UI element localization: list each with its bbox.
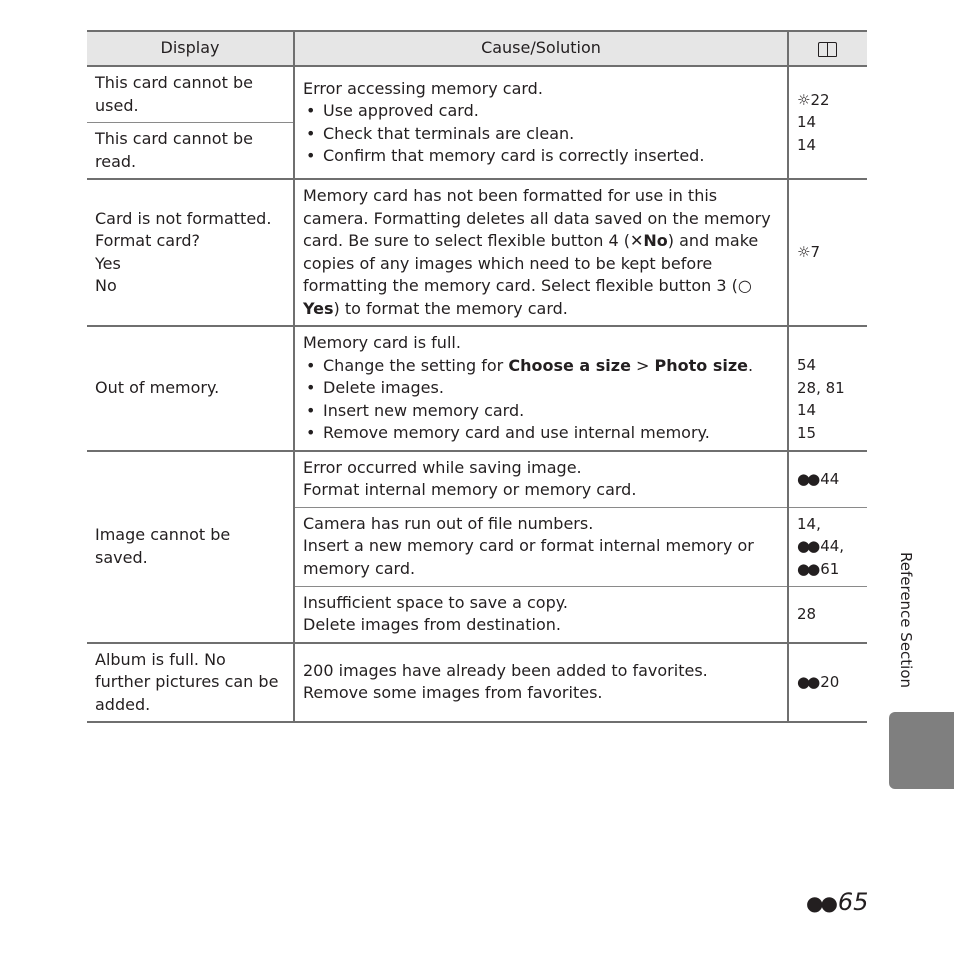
cause-cell xyxy=(294,451,788,508)
list-item xyxy=(323,355,779,378)
reference-cell xyxy=(788,643,867,723)
display-cell xyxy=(87,179,294,326)
cause-text: ) and make copies of any images which need to be kept before formatting the memory card. Select flexible button 3 ( xyxy=(303,231,759,295)
page-ref: 44, xyxy=(820,537,845,556)
cause-cell xyxy=(294,586,788,643)
menu-name: Photo size xyxy=(654,355,749,375)
table-header-row xyxy=(87,31,867,66)
menu-name: Choose a size xyxy=(508,355,631,375)
section-tab xyxy=(889,712,954,789)
reference-e-icon: ●● xyxy=(806,891,835,915)
bold-label: Yes xyxy=(303,298,334,318)
list-item: • Check that terminals are clean. xyxy=(323,123,779,146)
book-icon xyxy=(818,42,838,56)
cause-text: Insufficient space to save a copy. xyxy=(303,592,569,612)
cause-text: Insert a new memory card or format internal memory or memory card. xyxy=(303,536,754,578)
display-line: No xyxy=(95,276,117,295)
bullet-list xyxy=(303,100,779,168)
table-row xyxy=(87,643,867,723)
table-row xyxy=(87,66,867,123)
page-ref: 54 xyxy=(797,356,817,375)
cause-cell xyxy=(294,643,788,723)
display-cell: Out of memory. xyxy=(87,326,294,451)
page-ref: 44 xyxy=(820,469,840,488)
cause-cell xyxy=(294,507,788,586)
table-row xyxy=(87,326,867,451)
page-number-value: 65 xyxy=(837,888,869,916)
cause-text: Format internal memory or memory card. xyxy=(303,480,637,499)
page-ref: 14 xyxy=(797,113,817,132)
page-number xyxy=(806,888,868,916)
display-cell: This card cannot be read. xyxy=(87,123,294,180)
page-ref: 7 xyxy=(810,243,820,262)
header-cause-solution: Cause/Solution xyxy=(294,31,788,66)
bullet-text: > xyxy=(630,355,655,375)
reference-e-icon: ●● xyxy=(797,537,818,556)
page-ref: 15 xyxy=(797,423,817,442)
reference-cell xyxy=(788,179,867,326)
page-ref: 14 xyxy=(797,135,817,154)
cause-text: Error occurred while saving image. xyxy=(303,457,582,477)
tool-icon: ☼ xyxy=(797,90,811,109)
page-ref: 28, 81 xyxy=(797,378,845,397)
bullet-list xyxy=(303,355,779,445)
bullet-text: . xyxy=(748,355,754,375)
cause-text: Memory card has not been formatted for use in this camera. Formatting deletes all data saved on the memory card. Be sure to select flexible button 4 ( xyxy=(303,186,771,250)
reference-cell xyxy=(788,66,867,179)
list-item: • Insert new memory card. xyxy=(323,400,779,423)
table-row xyxy=(87,451,867,508)
section-side-label: Reference Section xyxy=(897,552,915,689)
cause-text: 200 images have already been added to favorites. xyxy=(303,660,708,680)
page-ref: 22 xyxy=(810,90,830,109)
list-item: • Use approved card. xyxy=(323,100,779,123)
x-icon: ✕ xyxy=(630,231,644,250)
cause-text: Error accessing memory card. xyxy=(303,78,543,98)
cause-cell xyxy=(294,179,788,326)
page-ref: 20 xyxy=(820,673,840,691)
cause-text: Camera has run out of file numbers. xyxy=(303,513,594,533)
reference-cell: 28 xyxy=(788,586,867,643)
cause-cell xyxy=(294,66,788,179)
reference-e-icon: ●● xyxy=(797,469,818,488)
reference-cell xyxy=(788,451,867,508)
header-reference xyxy=(788,31,867,66)
page-ref: 61 xyxy=(820,559,840,578)
cause-text: Remove some images from favorites. xyxy=(303,683,603,703)
table-row xyxy=(87,179,867,326)
header-display: Display xyxy=(87,31,294,66)
list-item: • Delete images. xyxy=(323,377,779,400)
cause-text: Delete images from destination. xyxy=(303,615,561,634)
circle-icon: ○ xyxy=(737,276,752,295)
display-cell: Album is full. No further pictures can be added. xyxy=(87,643,294,723)
tool-icon: ☼ xyxy=(797,243,811,262)
display-cell: This card cannot be used. xyxy=(87,66,294,123)
display-line: Yes xyxy=(95,253,121,273)
cause-text: Memory card is full. xyxy=(303,333,461,352)
cause-text: ) to format the memory card. xyxy=(333,298,568,318)
bold-label: No xyxy=(643,231,668,250)
reference-cell xyxy=(788,326,867,451)
cause-cell xyxy=(294,326,788,451)
reference-e-icon: ●● xyxy=(797,559,818,578)
bullet-text: Change the setting for xyxy=(323,355,509,375)
list-item: • Remove memory card and use internal memory. xyxy=(323,422,779,445)
page-ref: 14 xyxy=(797,401,817,420)
reference-cell xyxy=(788,507,867,586)
reference-e-icon: ●● xyxy=(797,673,818,691)
display-cell: Image cannot be saved. xyxy=(87,451,294,643)
display-line: Format card? xyxy=(95,231,201,250)
list-item: • Confirm that memory card is correctly inserted. xyxy=(323,145,779,168)
error-message-table xyxy=(87,30,867,723)
page-ref: 14, xyxy=(797,514,821,533)
display-line: Card is not formatted. xyxy=(95,208,272,228)
